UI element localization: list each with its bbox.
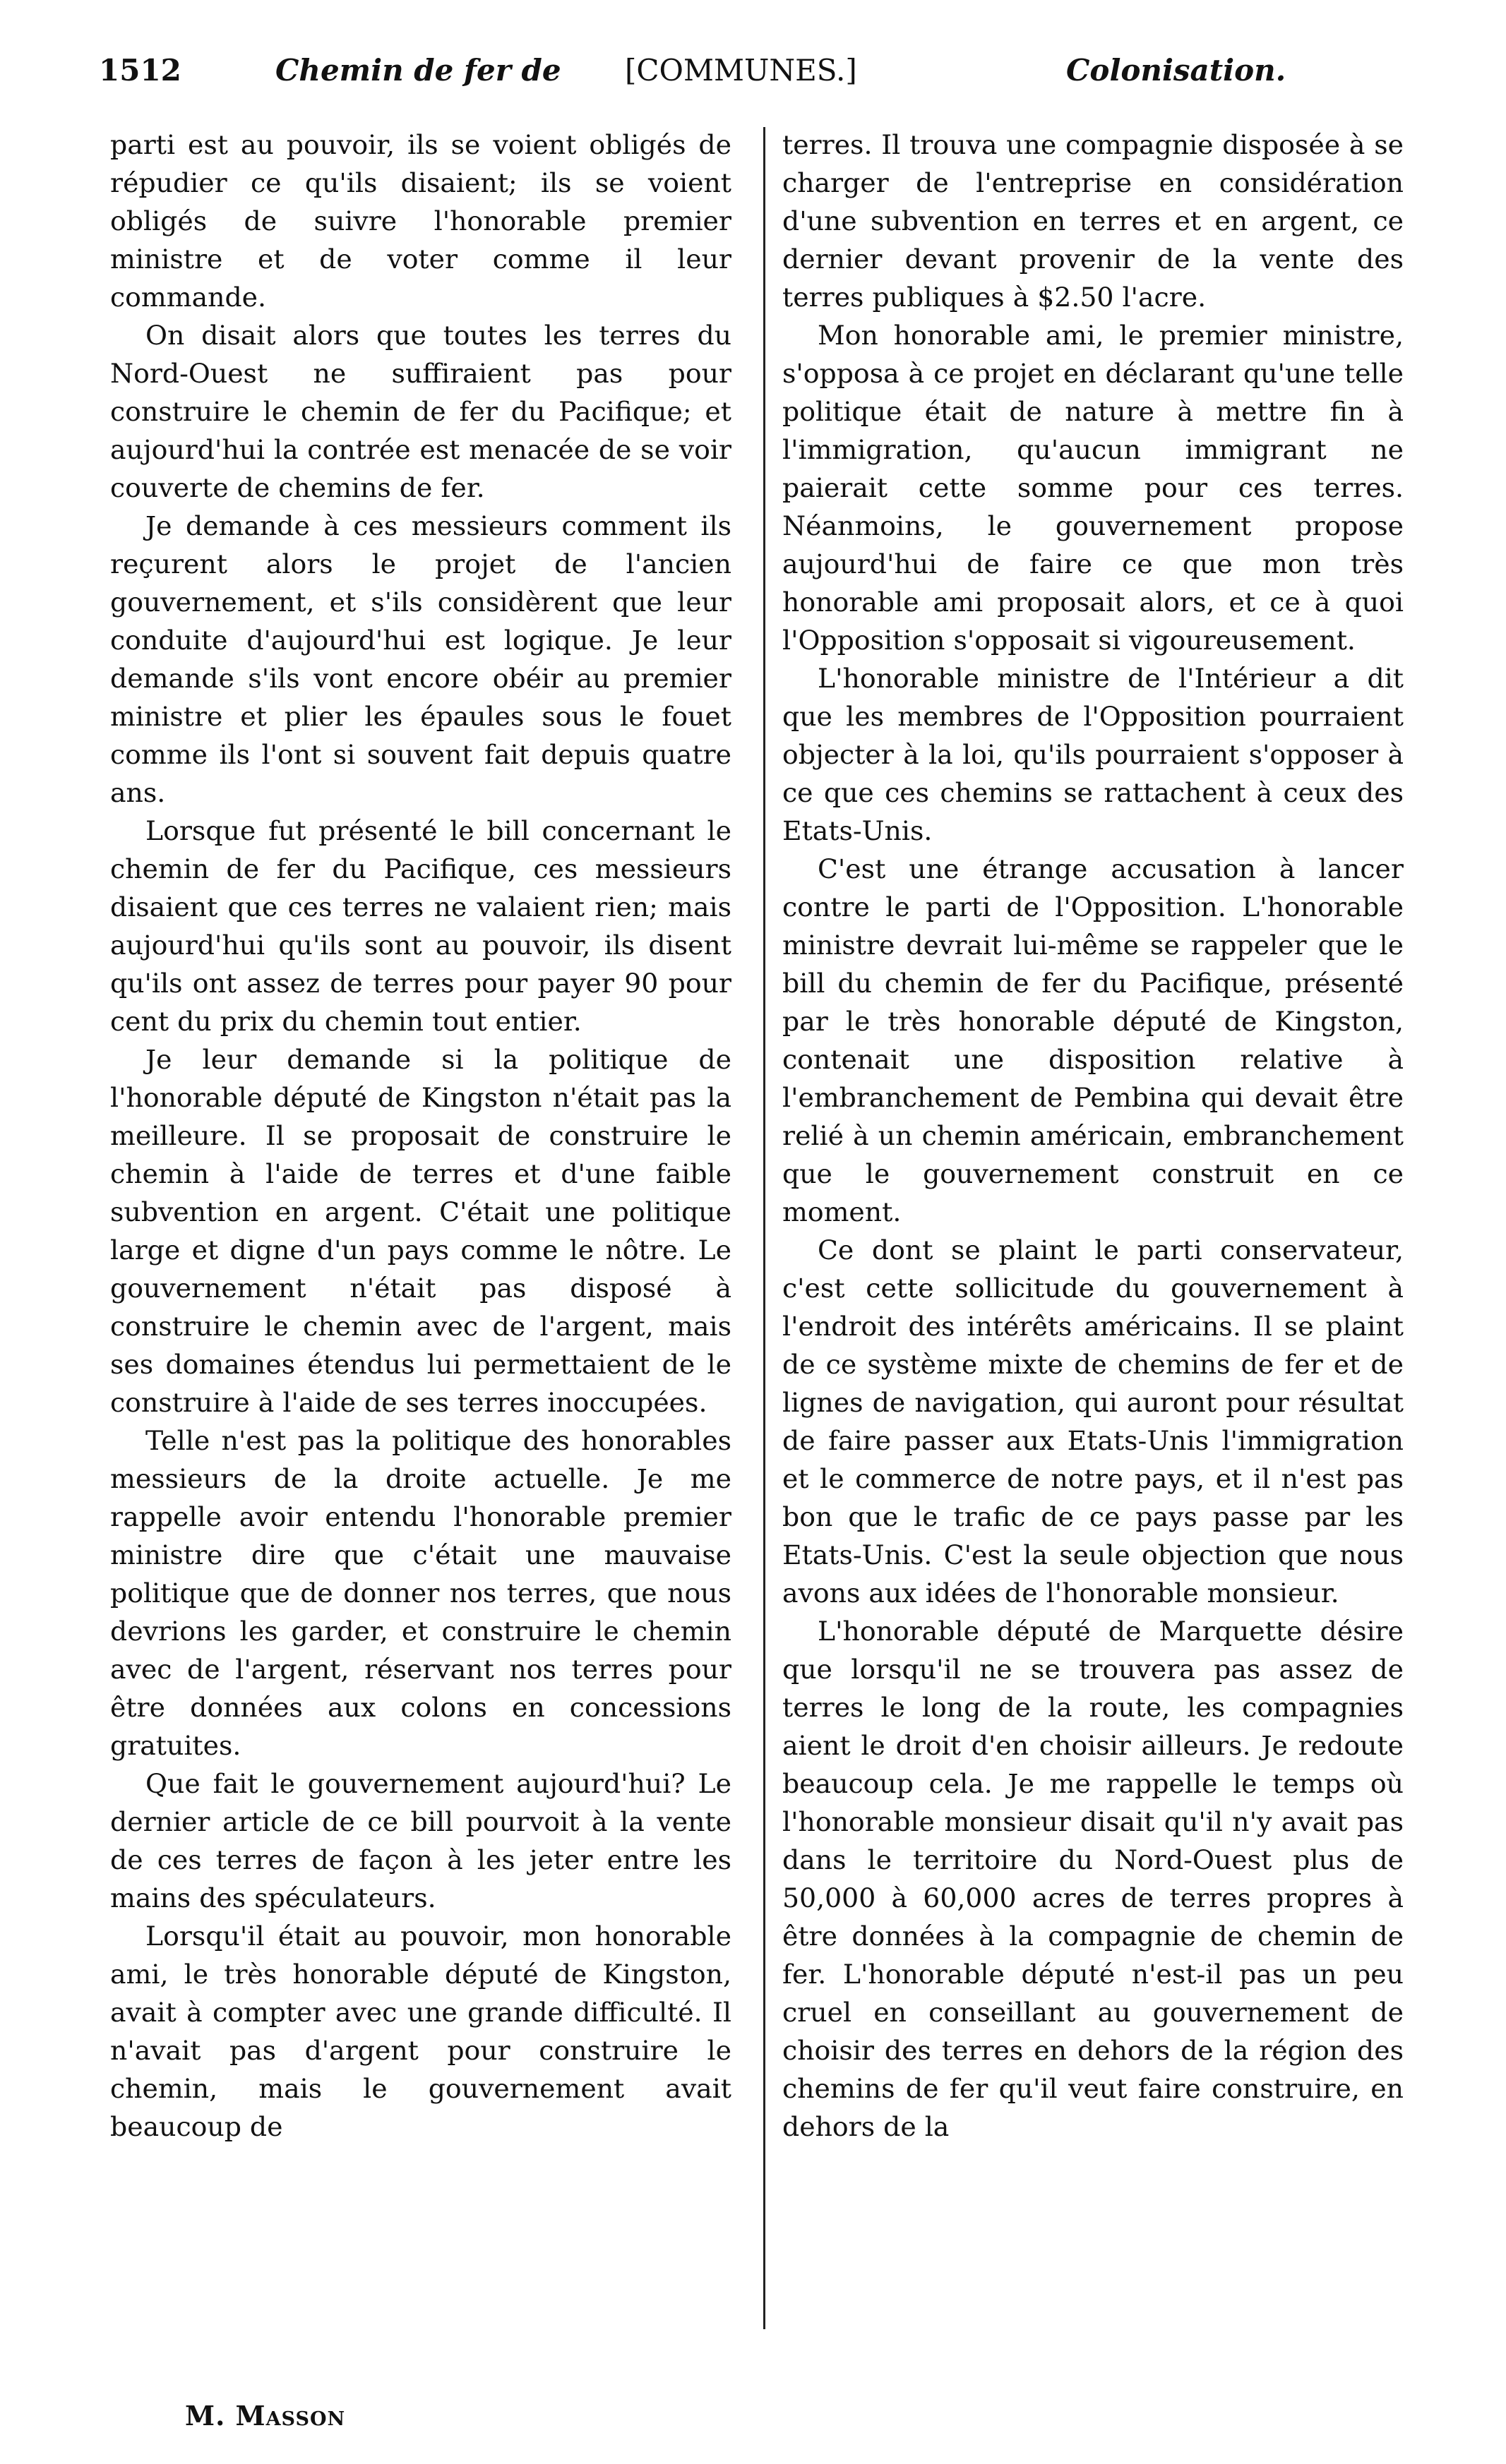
paragraph: Telle n'est pas la politique des honorables messieurs de la droite actuelle. Je me rappelle avoir entendu l'honorable premier ministre dire que c'était une mauvaise politique que de donner nos terres, que nous devrions les garder, et construire le chemin avec de l'argent, réservant nos terres pour être données aux colons en concessions gratuites. xyxy=(110,1425,731,1761)
paragraph: On disait alors que toutes les terres du Nord-Ouest ne suffiraient pas pour construire le chemin de fer du Pacifique; et aujourd'hui la contrée est menacée de se voir couverte de chemins de fer. xyxy=(110,320,731,503)
section-title: [COMMUNES.] xyxy=(625,53,857,88)
paragraph: L'honorable ministre de l'Intérieur a dit que les membres de l'Opposition pourraient objecter à la loi, qu'ils pourraient s'opposer à ce que ces chemins se rattachent à ceux des Etats-Unis. xyxy=(782,663,1404,846)
left-column xyxy=(110,126,731,2146)
paragraph: Que fait le gouvernement aujourd'hui? Le dernier article de ce bill pourvoit à la vente de ces terres de façon à les jeter entre les mains des spéculateurs. xyxy=(110,1768,731,1913)
paragraph: terres. Il trouva une compagnie disposée à se charger de l'entreprise en considération d'une subvention en terres et en argent, ce dernier devant provenir de la vente des terres publiques à $2.50 l'acre. xyxy=(782,129,1404,313)
paragraph: Je leur demande si la politique de l'honorable député de Kingston n'était pas la meilleure. Il se proposait de construire le chemin à l'aide de terres et d'une faible subvention en argent. C'était une politique large et digne d'un pays comme le nôtre. Le gouvernement n'était pas disposé à construire le chemin avec de l'argent, mais ses domaines étendus lui permettaient de le construire à l'aide de ses terres inoccupées. xyxy=(110,1044,731,1418)
paragraph: Lorsque fut présenté le bill concernant le chemin de fer du Pacifique, ces messieurs disaient que ces terres ne valaient rien; mais aujourd'hui qu'ils sont au pouvoir, ils disent qu'ils ont assez de terres pour payer 90 pour cent du prix du chemin tout entier. xyxy=(110,815,731,1037)
column-divider xyxy=(763,127,765,2329)
paragraph: Je demande à ces messieurs comment ils reçurent alors le projet de l'ancien gouvernement, et s'ils considèrent que leur conduite d'aujourd'hui est logique. Je leur demande s'ils vont encore obéir au premier ministre et plier les épaules sous le fouet comme ils l'ont si souvent fait depuis quatre ans. xyxy=(110,510,731,808)
paragraph: Lorsqu'il était au pouvoir, mon honorable ami, le très honorable député de Kingston, avait à compter avec une grande difficulté. Il n'avait pas d'argent pour construire le chemin, mais le gouvernement avait beaucoup de xyxy=(110,1921,731,2142)
right-column xyxy=(782,126,1404,2146)
topic-title: Colonisation. xyxy=(1066,53,1286,88)
paragraph: C'est une étrange accusation à lancer contre le parti de l'Opposition. L'honorable ministre devrait lui-même se rappeler que le bill du chemin de fer du Pacifique, présenté par le très honorable député de Kingston, contenait une disposition relative à l'embranchement de Pembina qui devait être relié à un chemin américain, embranchement que le gouvernement construit en ce moment. xyxy=(782,853,1404,1227)
page-header xyxy=(99,49,1405,92)
speaker-signature: M. Masson xyxy=(185,2400,346,2432)
paragraph: Mon honorable ami, le premier ministre, s'opposa à ce projet en déclarant qu'une telle politique était de nature à mettre fin à l'immigration, qu'aucun immigrant ne paierait cette somme pour ces terres. Néanmoins, le gouvernement propose aujourd'hui de faire ce que mon très honorable ami proposait alors, et ce à quoi l'Opposition s'opposait si vigoureusement. xyxy=(782,320,1404,656)
paragraph: L'honorable député de Marquette désire que lorsqu'il ne se trouvera pas assez de terres le long de la route, les compagnies aient le droit d'en choisir ailleurs. Je redoute beaucoup cela. Je me rappelle le temps où l'honorable monsieur disait qu'il n'y avait pas dans le territoire du Nord-Ouest plus de 50,000 à 60,000 acres de terres propres à être données à la compagnie de chemin de fer. L'honorable député n'est-il pas un peu cruel en conseillant au gouvernement de choisir des terres en dehors de la région des chemins de fer qu'il veut faire construire, en dehors de la xyxy=(782,1616,1404,2142)
page-number: 1512 xyxy=(99,53,181,88)
paragraph: Ce dont se plaint le parti conservateur, c'est cette sollicitude du gouvernement à l'endroit des intérêts américains. Il se plaint de ce système mixte de chemins de fer et de lignes de navigation, qui auront pour résultat de faire passer aux Etats-Unis l'immigration et le commerce de notre pays, et il n'est pas bon que le trafic de ce pays passe par les Etats-Unis. C'est la seule objection que nous avons aux idées de l'honorable monsieur. xyxy=(782,1234,1404,1609)
paragraph: parti est au pouvoir, ils se voient obligés de répudier ce qu'ils disaient; ils se voient obligés de suivre l'honorable premier ministre et de voter comme il leur commande. xyxy=(110,129,731,313)
running-title: Chemin de fer de xyxy=(275,53,561,88)
